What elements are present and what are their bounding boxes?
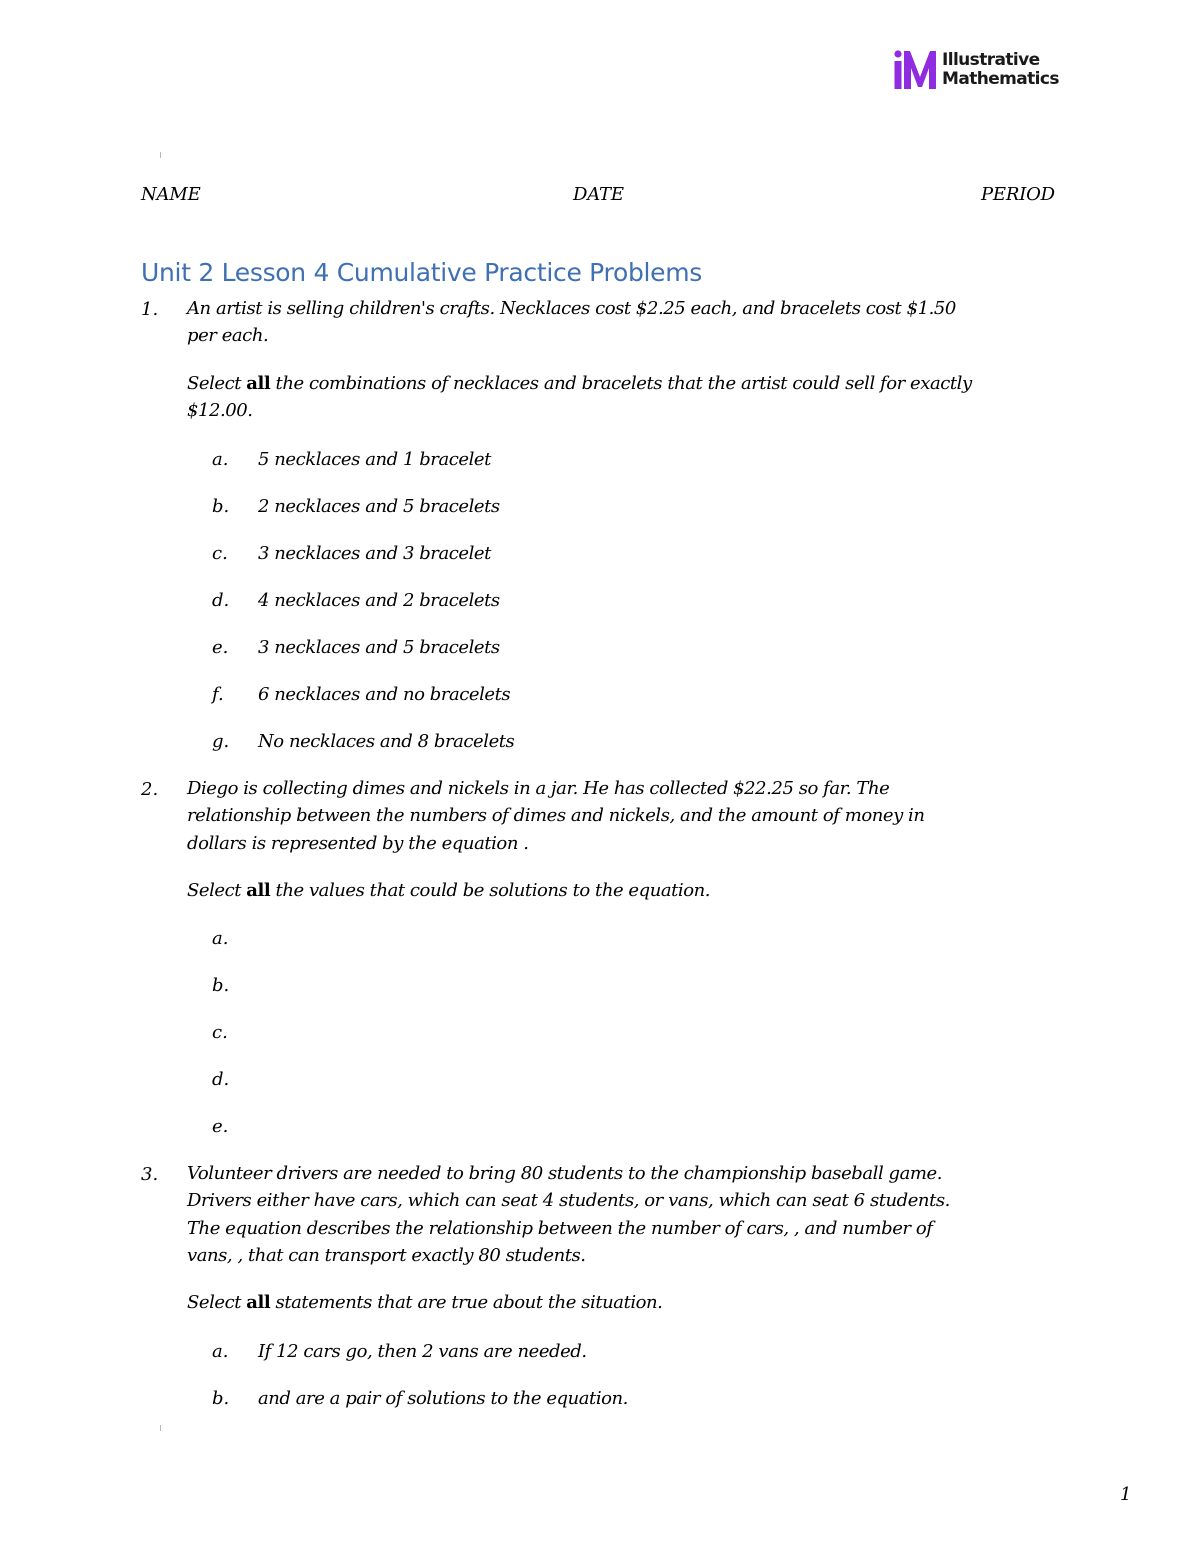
select-all-bold: all bbox=[246, 373, 271, 394]
select-prefix: Select bbox=[187, 1292, 247, 1313]
select-prefix: Select bbox=[187, 373, 247, 394]
problem-text-line: per each. bbox=[187, 325, 269, 346]
option-text: 6 necklaces and no bracelets bbox=[258, 684, 511, 705]
select-text: the values that could be solutions to the equation. bbox=[270, 880, 711, 901]
page-title: Unit 2 Lesson 4 Cumulative Practice Problems bbox=[141, 258, 703, 287]
option-label: f. bbox=[212, 684, 224, 705]
option-label: c. bbox=[212, 543, 228, 564]
problem-number: 1. bbox=[141, 299, 159, 320]
problem-text-line: Drivers either have cars, which can seat 4 students, or vans, which can seat 6 students. bbox=[187, 1190, 950, 1211]
period-label: PERIOD bbox=[981, 184, 1055, 205]
problem-text-line: relationship between the numbers of dimes and nickels, and the amount of money in bbox=[187, 805, 925, 826]
option-label: e. bbox=[212, 1116, 229, 1137]
problem-number: 2. bbox=[141, 779, 159, 800]
problem-text-line: An artist is selling children's crafts. Necklaces cost $2.25 each, and bracelets cost $1.50 bbox=[187, 298, 956, 319]
option-label: d. bbox=[212, 1069, 230, 1090]
margin-tick bbox=[160, 1425, 161, 1431]
option-text: 3 necklaces and 5 bracelets bbox=[258, 637, 500, 658]
option-label: a. bbox=[212, 928, 229, 949]
problem-text-line: Diego is collecting dimes and nickels in a jar. He has collected $22.25 so far. The bbox=[187, 778, 890, 799]
illustrative-mathematics-logo bbox=[893, 50, 1063, 90]
logo-line-1: Illustrative bbox=[942, 50, 1040, 70]
option-text: 2 necklaces and 5 bracelets bbox=[258, 496, 500, 517]
option-text: 4 necklaces and 2 bracelets bbox=[258, 590, 500, 611]
option-text: and are a pair of solutions to the equation. bbox=[258, 1388, 628, 1409]
option-label: e. bbox=[212, 637, 229, 658]
select-instruction bbox=[187, 374, 972, 394]
problem-text-line: Volunteer drivers are needed to bring 80 students to the championship baseball game. bbox=[187, 1163, 942, 1184]
option-text: No necklaces and 8 bracelets bbox=[258, 731, 515, 752]
option-text: If 12 cars go, then 2 vans are needed. bbox=[258, 1341, 587, 1362]
select-prefix: Select bbox=[187, 880, 247, 901]
option-label: d. bbox=[212, 590, 230, 611]
problem-text-line: dollars is represented by the equation . bbox=[187, 833, 529, 854]
problem-number: 3. bbox=[141, 1164, 159, 1185]
option-text: 3 necklaces and 3 bracelet bbox=[258, 543, 491, 564]
select-text: the combinations of necklaces and bracelets that the artist could sell for exactly bbox=[270, 373, 972, 394]
select-instruction bbox=[187, 881, 710, 901]
option-label: b. bbox=[212, 496, 230, 517]
option-label: b. bbox=[212, 1388, 230, 1409]
option-label: a. bbox=[212, 449, 229, 470]
im-logo-icon bbox=[893, 50, 937, 90]
select-all-bold: all bbox=[246, 880, 271, 901]
problem-text-line: vans, , that can transport exactly 80 students. bbox=[187, 1245, 586, 1266]
problem-text-line: The equation describes the relationship between the number of cars, , and number of bbox=[187, 1218, 933, 1239]
logo-line-2: Mathematics bbox=[942, 69, 1059, 89]
date-label: DATE bbox=[573, 184, 624, 205]
select-all-bold: all bbox=[246, 1292, 271, 1313]
select-instruction bbox=[187, 1293, 662, 1313]
select-text: statements that are true about the situation. bbox=[270, 1292, 663, 1313]
option-label: c. bbox=[212, 1022, 228, 1043]
select-text-line: $12.00. bbox=[187, 400, 253, 421]
logo-wordmark bbox=[942, 51, 1059, 89]
option-text: 5 necklaces and 1 bracelet bbox=[258, 449, 491, 470]
name-label: NAME bbox=[141, 184, 201, 205]
option-label: a. bbox=[212, 1341, 229, 1362]
option-label: g. bbox=[212, 731, 230, 752]
option-label: b. bbox=[212, 975, 230, 996]
page-number: 1 bbox=[1120, 1484, 1132, 1505]
margin-tick bbox=[160, 152, 161, 158]
